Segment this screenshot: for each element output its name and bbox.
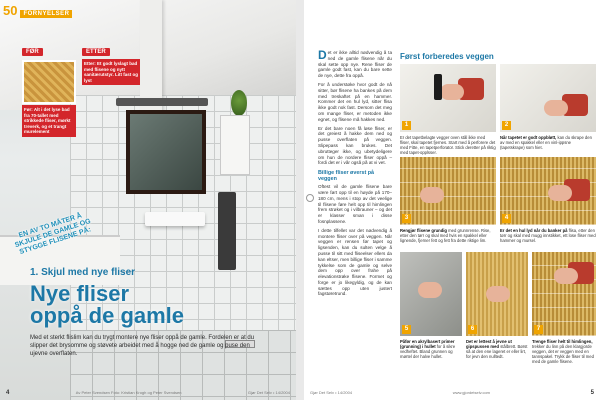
step-photo <box>400 64 496 134</box>
towel <box>218 192 236 270</box>
headline <box>30 283 184 327</box>
step-caption-text: Er det tapetbelagte vegger oven stål ikke med fliser, skal tapetet fjernes. Start med å perforere det med Fitte, en tapetperforator. Stick deretter på riktig med tapet-opplsser. <box>400 135 496 155</box>
mirror <box>126 110 206 194</box>
after-label: ETTER <box>82 48 110 56</box>
step-5 <box>400 252 462 358</box>
right-footer-url[interactable]: www.gjordetselv.com <box>452 390 491 395</box>
registration-mark <box>306 194 314 202</box>
left-page <box>0 0 296 400</box>
step-caption <box>500 134 596 154</box>
step-caption <box>400 134 496 154</box>
step-caption-bold: Rengjør flisene grundig <box>400 228 447 233</box>
page-tag-number: 50 <box>3 3 18 18</box>
step-1 <box>400 64 496 154</box>
step-caption-text: flisa, etter den tørr og skal med mugg innstikket, ett lose fliser med hammer og mursel. <box>500 228 596 243</box>
diagonal-stamp: EN AV TO MÅTER Å SKJULE DE GAMLE OG STYGGE FLISENE PÅ: <box>14 212 92 257</box>
step-photo <box>400 157 496 227</box>
left-footer-mag: Gjør Det Selv • 14/2004 <box>247 390 290 395</box>
hand <box>554 268 578 284</box>
step-caption-bold: Når tapetet er godt oppbløtt, <box>500 135 557 140</box>
step-photo <box>466 252 528 338</box>
step-photo <box>400 252 462 338</box>
step-caption-bold: Er det en hul lyd når du banker på <box>500 228 568 233</box>
before-caption: Før: Alt i det lyse bad fra 70-tallet med strikkede fliser, mørkt treverk, og et trangt murelement <box>22 105 76 137</box>
headline-line-2: oppå de gamle <box>30 303 185 328</box>
headline-line-1: Nye fliser <box>30 281 130 306</box>
step-6 <box>466 252 528 358</box>
step-caption-bold: Påfør en akrylbasert primer (grunning) i hullet <box>400 339 455 349</box>
step-number: 7 <box>534 325 543 334</box>
before-inset <box>22 40 76 134</box>
body-paragraph: Det er ikke alltid nødvendig å ta ned de gamle flisene når du skal sette opp nye. Rene fliser de gamle godt fast, kan du bare sette de nye, dette fra oppå. <box>318 48 392 79</box>
after-caption: Etter: Et godt lyslagt bad med flisene og nytt sanitærutstyr. Litt fast og lyst <box>82 59 140 85</box>
step-caption-text: med grunnrense. Rise, etter den tørr og skal med hvis en spakkel eller lignende, fjerner fett og fett fra dette riktige lim. <box>400 228 491 243</box>
lead-paragraph: Med et sterkt flislim kan du trygt montere nye fliser oppå de gamle. Fordelen er at du slipper det brysomme og støvete arbeidet med å hogge ned de gamle og puse den ujevne overflaten. <box>30 335 255 357</box>
right-footer <box>310 390 594 396</box>
step-caption <box>400 227 496 247</box>
after-inset <box>82 40 140 85</box>
spread-gutter <box>296 0 304 400</box>
step-number: 4 <box>502 214 511 223</box>
hand <box>440 84 464 100</box>
step-caption <box>400 338 462 358</box>
step-photo-grid-bottom <box>400 252 596 364</box>
step-caption-text: trekker du linn på den klargjorde veggen, det er veggen med en tannspakel. Trykk de fliser til med med de gamle flisene. <box>532 344 594 364</box>
body-paragraph: Oftest vil de gamle flisene bare være ført opp til en høyde på 170–180 cm, mens i stop av det veelige til flisene føre helt opp til himlingen frem strøket og i vilbrauner – og det er klasser sman i disse fosnplassene. <box>318 184 392 224</box>
step-photo <box>532 252 596 338</box>
right-page <box>304 0 600 400</box>
body-subhead: Billige fliser øverst på veggen <box>318 170 375 183</box>
hand <box>486 286 510 302</box>
body-paragraph: Er det bare noen få løse fliser, er det greiest å hakke dem ned og pusse overflaten på veggen. Slipepass kan brukes. Det ubrutteger ikke, og ubetydeligere om hun de nordere fliser oppå – fordi det er i vår også på at vi vet. <box>318 125 392 166</box>
before-label: FØR <box>22 48 43 56</box>
step-photo <box>500 64 596 134</box>
left-page-number: 4 <box>6 390 10 396</box>
body-paragraph: I dette tilfellet var det nødvendig å montere fliser over på veggen. Når veggen er rensen før tapet og ligsenden, kan du sulten velge å pusse til sitt med fliseelser ellers da kan eltser, men billige fliser i samme tykkelse som de gamle og selve dem opp over frahe på elevationstrøke flisene. Formet og forge er jo likegyldig, og de kan sættes opp uten justert fagstøretrund. <box>318 227 392 297</box>
step-number: 6 <box>468 325 477 334</box>
plant <box>231 90 247 116</box>
body-paragraph: For å understøke hvor godt de nå sitter, bør flisene ha bankes på dem med treskaftet på en hammer. Kommer det en hul lyd, sitter flisa ikke godt nok fast. Dersom det meg om mange fliser, er metoden ikke egnet, og flisene må hakkes ned. <box>318 81 392 122</box>
right-footer-mag: Gjør Det Selv • 14/2004 <box>310 390 353 395</box>
step-caption <box>532 338 596 364</box>
step-caption-text: for å sikre vedheftet. Bland grunnen og mørtel der halve hullet. <box>400 344 456 359</box>
step-caption-text: kan du skrape den av med en spakkel eller en vinl-ippsne (tapetskrape) som hiet. <box>500 135 592 150</box>
step-7 <box>532 252 596 364</box>
page-tag <box>3 3 72 18</box>
wall-cabinet <box>220 115 250 175</box>
hand <box>548 185 572 201</box>
step-photo <box>500 157 596 227</box>
hand <box>420 187 444 203</box>
step-number: 2 <box>502 121 511 130</box>
right-page-number: 5 <box>590 390 594 396</box>
step-caption <box>500 227 596 247</box>
step-grid-heading: Først forberedes veggen <box>400 52 494 61</box>
step-caption-bold: Trenge fliser helt til himlingen, <box>532 339 593 344</box>
series-title: 1. Skjul med nye fliser <box>30 267 136 278</box>
wall-lamp <box>116 98 208 106</box>
hand <box>418 282 442 298</box>
sink <box>145 212 205 226</box>
body-column <box>318 50 392 300</box>
before-photo <box>22 60 76 104</box>
left-footer-credit: Av Peter Svendsen Foto: Kristian Krogh og Peter Svendsen <box>75 390 182 395</box>
step-3 <box>400 157 496 247</box>
step-4 <box>500 157 596 247</box>
step-2 <box>500 64 596 154</box>
step-number: 3 <box>402 214 411 223</box>
step-caption-text: stålbrett. Børst så at den ene lageret er eller lirt, for jevn den nulltedt. <box>466 344 528 359</box>
step-caption-bold: Det er lettest å jevne ut gipspussen med <box>466 339 512 349</box>
step-number: 1 <box>402 121 411 130</box>
step-number: 5 <box>402 325 411 334</box>
step-photo-grid <box>400 64 596 247</box>
section-label: FORNYELSER <box>20 10 72 18</box>
step-caption <box>466 338 528 358</box>
hand <box>544 100 568 116</box>
left-footer <box>6 390 290 396</box>
tapet-perforator-tool <box>434 74 442 100</box>
